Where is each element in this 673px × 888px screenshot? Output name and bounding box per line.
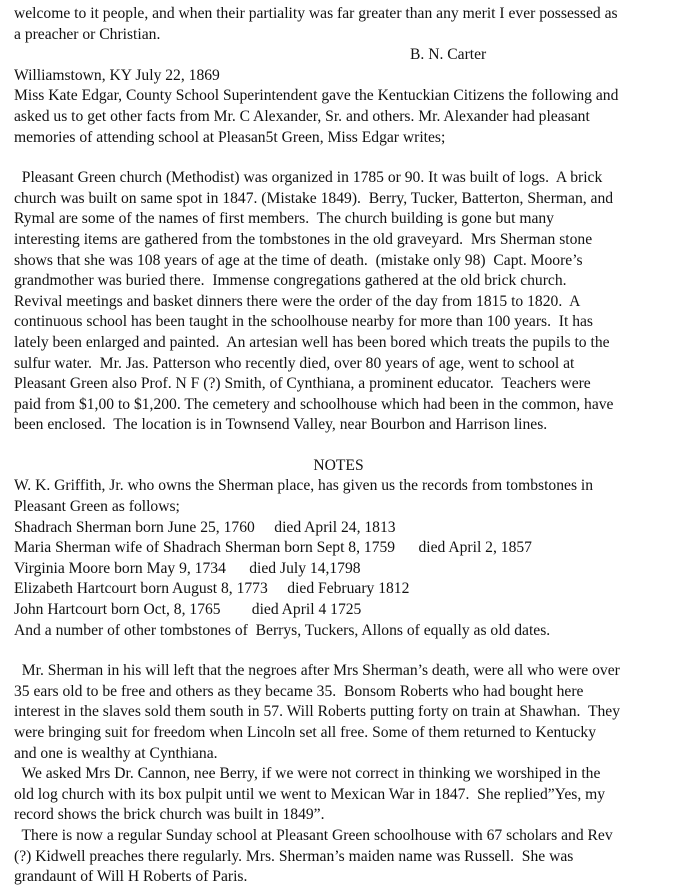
tombstone-record: Virginia Moore born May 9, 1734 died July 14,1798 [14,559,361,577]
tombstone-record: Maria Sherman wife of Shadrach Sherman born Sept 8, 1759 died April 2, 1857 [14,539,532,557]
text-line: continuous school has been taught in the schoolhouse nearby for more than 100 years. It has [14,313,593,331]
will-paragraph [14,661,663,888]
tombstone-record: Elizabeth Hartcourt born August 8, 1773 died February 1812 [14,580,410,598]
text-line: Pleasant Green church (Methodist) was organized in 1785 or 90. It was built of logs. A brick [14,169,603,187]
text-line: W. K. Griffith, Jr. who owns the Sherman place, has given us the records from tombstones in [14,477,594,495]
text-line: Mr. Sherman in his will left that the negroes after Mrs Sherman’s death, were all who were over [14,662,620,680]
text-line: memories of attending school at Pleasan5t Green, Miss Edgar writes; [14,128,446,146]
text-line: a preacher or Christian. [14,25,161,43]
text-line: were bringing suit for freedom when Lincoln set all free. Some of them returned to Kentucky [14,724,596,741]
text-line: old log church with its box pulpit until we went to Mexican War in 1847. She replied”Yes, my [14,785,606,803]
paragraph-gap [14,148,663,168]
text-line: shows that she was 108 years of age at the time of death. (mistake only 98) Capt. Moore’s [14,251,583,269]
text-line: interesting items are gathered from the tombstones in the old graveyard. Mrs Sherman stone [14,230,593,248]
text-line: welcome to it people, and when their partiality was far greater than any merit I ever possessed as [14,5,618,22]
text-line: (?) Kidwell preaches there regularly. Mrs. Sherman’s maiden name was Russell. She was [14,847,574,865]
text-line: record shows the brick church was built in 1849”. [14,806,325,824]
tombstone-record: Shadrach Sherman born June 25, 1760 died April 24, 1813 [14,518,396,536]
text-line: There is now a regular Sunday school at Pleasant Green schoolhouse with 67 scholars and Rev [14,826,613,844]
edgar-paragraph [14,86,663,148]
intro-paragraph [14,4,663,45]
text-line: grandaunt of Will H Roberts of Paris. [14,868,248,886]
text-line: asked us to get other facts from Mr. C Alexander, Sr. and others. Mr. Alexander had pleasant [14,107,590,125]
text-line: and one is wealthy at Cynthiana. [14,744,218,762]
notes-section [14,476,663,641]
paragraph-gap [14,641,663,661]
tombstone-record: John Hartcourt born Oct, 8, 1765 died April 4 1725 [14,601,362,619]
dateline: Williamstown, KY July 22, 1869 [14,66,220,84]
paragraph-gap [14,436,663,456]
text-line: Revival meetings and basket dinners there were the order of the day from 1815 to 1820. A [14,292,581,310]
text-line: Miss Kate Edgar, County School Superintendent gave the Kentuckian Citizens the following and [14,87,619,105]
text-line: interest in the slaves sold them south in 57. Will Roberts putting forty on train at Shawhan. They [14,703,621,721]
text-line: paid from $1,00 to $1,200. The cemetery and schoolhouse which had been in the common, have [14,395,614,413]
church-history-paragraph [14,168,663,436]
text-line: been enclosed. The location is in Townsend Valley, near Bourbon and Harrison lines. [14,416,548,434]
text-line: church was built on same spot in 1847. (Mistake 1849). Berry, Tucker, Batterton, Sherman, and [14,189,614,207]
text-line: 35 ears old to be free and others as they became 35. Bonsom Roberts who had bought here [14,682,584,700]
text-line: sulfur water. Mr. Jas. Patterson who recently died, over 80 years of age, went to school at [14,354,575,372]
signature: B. N. Carter [410,46,487,64]
text-line: Rymal are some of the names of first members. The church building is gone but many [14,210,554,228]
text-line: Pleasant Green as follows; [14,498,180,516]
text-line: We asked Mrs Dr. Cannon, nee Berry, if we were not correct in thinking we worshiped in the [14,765,601,783]
text-line: grandmother was buried there. Immense congregations gathered at the old brick church. [14,272,567,290]
text-line: lately been enlarged and painted. An artesian well has been bored which treats the pupils to the [14,333,610,351]
text-line: And a number of other tombstones of Berrys, Tuckers, Allons of equally as old dates. [14,621,551,639]
notes-heading: NOTES [313,456,364,474]
text-line: Pleasant Green also Prof. N F (?) Smith, of Cynthiana, a prominent educator. Teachers were [14,375,591,393]
